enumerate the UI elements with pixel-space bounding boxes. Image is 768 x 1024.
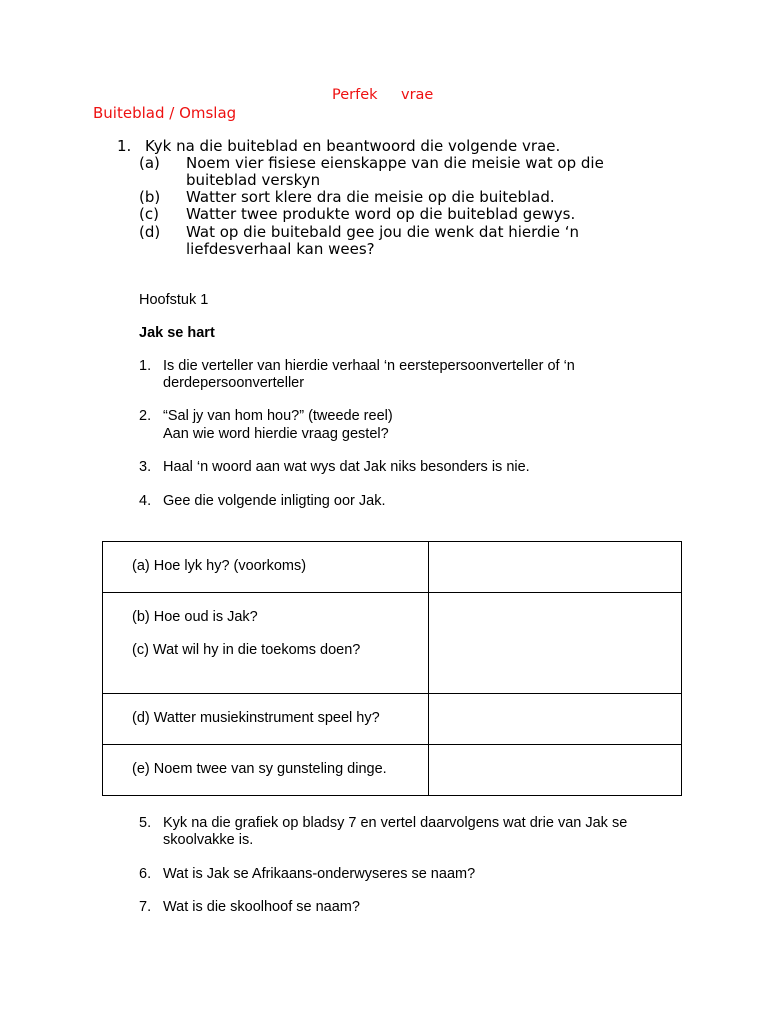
question-line: skoolvakke is. — [163, 832, 254, 848]
question-number: 1. — [139, 358, 152, 374]
question-line: Wat is Jak se Afrikaans-onderwyseres se naam? — [163, 866, 476, 882]
section-heading: Buiteblad / Omslag — [93, 104, 237, 122]
question-line: Gee die volgende inligting oor Jak. — [163, 493, 386, 509]
cover-item-label: (c) — [139, 205, 159, 223]
table-answer-cell[interactable] — [429, 745, 682, 796]
question-line: Kyk na die grafiek op bladsy 7 en vertel daarvolgens wat drie van Jak se — [163, 815, 628, 831]
chapter-label: Hoofstuk 1 — [139, 292, 209, 308]
cover-item-line: Watter twee produkte word op die buiteblad gewys. — [186, 205, 576, 223]
table-question-cell — [103, 745, 429, 796]
cover-item-label: (b) — [139, 188, 161, 206]
table-answer-cell[interactable] — [429, 694, 682, 745]
question-number: 2. — [139, 408, 152, 424]
table-row — [103, 593, 682, 694]
question-line: Is die verteller van hierdie verhaal ‘n eerstepersoonverteller of ‘n — [163, 358, 575, 374]
table-question-text: (b) Hoe oud is Jak? — [132, 609, 258, 625]
table-question-text: (a) Hoe lyk hy? (voorkoms) — [132, 558, 307, 574]
question-number: 3. — [139, 459, 152, 475]
question-line: “Sal jy van hom hou?” (tweede reel) — [163, 408, 393, 424]
question-line: derdepersoonverteller — [163, 375, 305, 391]
cover-item-line: liefdesverhaal kan wees? — [186, 240, 375, 258]
question-number: 6. — [139, 866, 152, 882]
question-number: 4. — [139, 493, 152, 509]
question-line: Haal ‘n woord aan wat wys dat Jak niks besonders is nie. — [163, 459, 530, 475]
table-question-text: (e) Noem twee van sy gunsteling dinge. — [132, 761, 387, 777]
table-answer-cell[interactable] — [429, 542, 682, 593]
table-question-cell — [103, 542, 429, 593]
table-answer-cell[interactable] — [429, 593, 682, 694]
cover-item-label: (d) — [139, 223, 161, 241]
cover-question-number: 1. — [117, 137, 132, 155]
table-question-cell — [103, 593, 429, 694]
chapter-title: Jak se hart — [139, 325, 215, 341]
question-line: Wat is die skoolhoof se naam? — [163, 899, 360, 915]
cover-item-line: Wat op die buitebald gee jou die wenk dat hierdie ‘n — [186, 223, 579, 241]
table-question-cell — [103, 694, 429, 745]
info-table — [102, 541, 682, 796]
cover-item-label: (a) — [139, 154, 160, 172]
question-number: 7. — [139, 899, 152, 915]
cover-item-line: buiteblad verskyn — [186, 171, 321, 189]
title-left: Perfek — [332, 87, 378, 103]
cover-item-line: Watter sort klere dra die meisie op die buiteblad. — [186, 188, 555, 206]
question-line: Aan wie word hierdie vraag gestel? — [163, 426, 389, 442]
question-number: 5. — [139, 815, 152, 831]
cover-question-text: Kyk na die buiteblad en beantwoord die volgende vrae. — [145, 137, 561, 155]
table-row — [103, 745, 682, 796]
table-row — [103, 542, 682, 593]
table-question-text: (c) Wat wil hy in die toekoms doen? — [132, 642, 361, 658]
table-row — [103, 694, 682, 745]
table-question-text: (d) Watter musiekinstrument speel hy? — [132, 710, 380, 726]
title-right: vrae — [401, 87, 434, 103]
cover-item-line: Noem vier fisiese eienskappe van die meisie wat op die — [186, 154, 604, 172]
